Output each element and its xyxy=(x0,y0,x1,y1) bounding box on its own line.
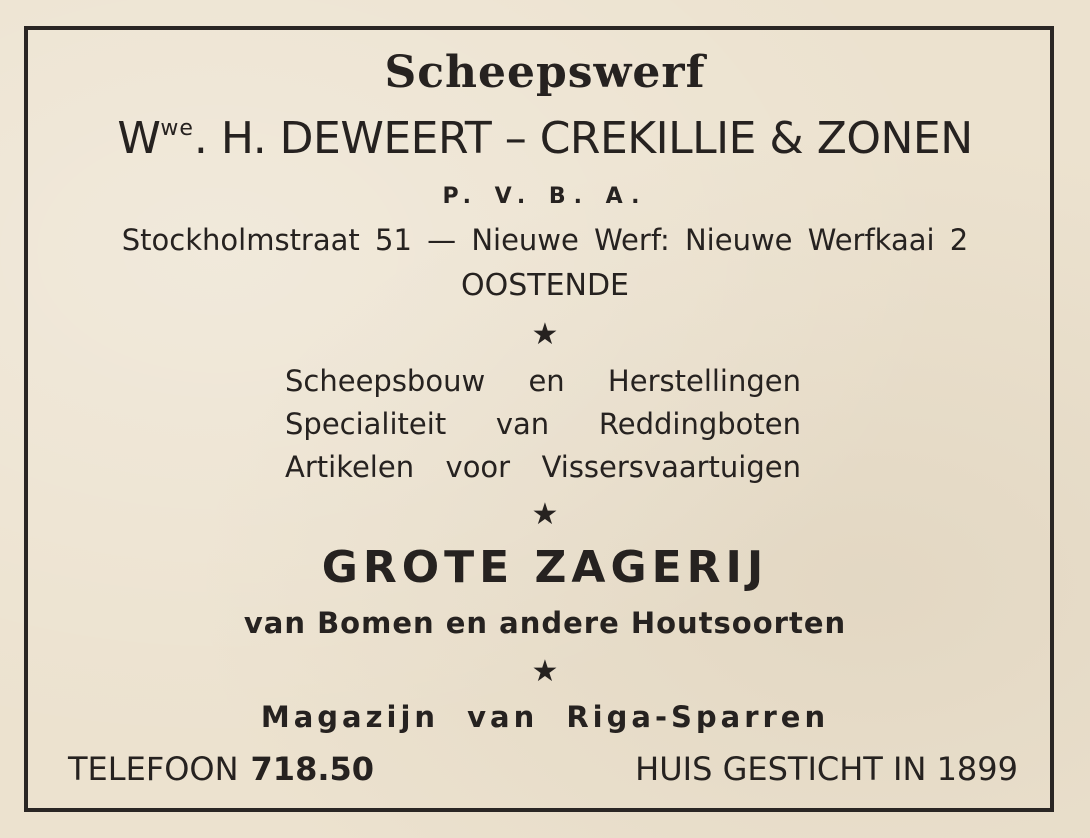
service-word: Vissersvaartuigen xyxy=(541,450,801,484)
services-list xyxy=(285,360,801,489)
company-prefix-superscript: we xyxy=(160,116,194,141)
warehouse-line: Magazijn van Riga-Sparren xyxy=(260,700,830,734)
service-word: voor xyxy=(445,450,511,484)
service-word: Reddingboten xyxy=(598,407,801,441)
service-word: Specialiteit xyxy=(285,407,447,441)
service-word: Artikelen xyxy=(285,450,415,484)
legal-form: P. V. B. A. xyxy=(442,184,648,209)
company-prefix: W xyxy=(117,113,161,164)
service-word: Herstellingen xyxy=(607,364,801,398)
ad-title: Scheepswerf xyxy=(384,47,706,98)
phone-number: 718.50 xyxy=(250,750,375,788)
service-item xyxy=(285,403,801,446)
phone-label: TELEFOON xyxy=(68,750,239,788)
service-word: van xyxy=(495,407,550,441)
star-divider: ★ xyxy=(531,317,559,352)
sawmill-subheading: van Bomen en andere Houtsoorten xyxy=(243,606,847,640)
star-divider: ★ xyxy=(531,497,559,532)
address: Stockholmstraat 51 — Nieuwe Werf: Nieuwe Werfkaai 2 xyxy=(121,223,969,257)
sawmill-heading: GROTE ZAGERIJ xyxy=(321,542,769,593)
service-item xyxy=(285,446,801,489)
founded-line: HUIS GESTICHT IN 1899 xyxy=(635,750,1018,788)
star-divider: ★ xyxy=(531,654,559,689)
company-name-text: . H. DEWEERT – CREKILLIE & ZONEN xyxy=(193,113,973,164)
service-word: en xyxy=(528,364,565,398)
city: OOSTENDE xyxy=(460,268,630,303)
service-word: Scheepsbouw xyxy=(285,364,486,398)
phone-line xyxy=(68,750,374,788)
company-name xyxy=(0,113,1090,164)
service-item xyxy=(285,360,801,403)
